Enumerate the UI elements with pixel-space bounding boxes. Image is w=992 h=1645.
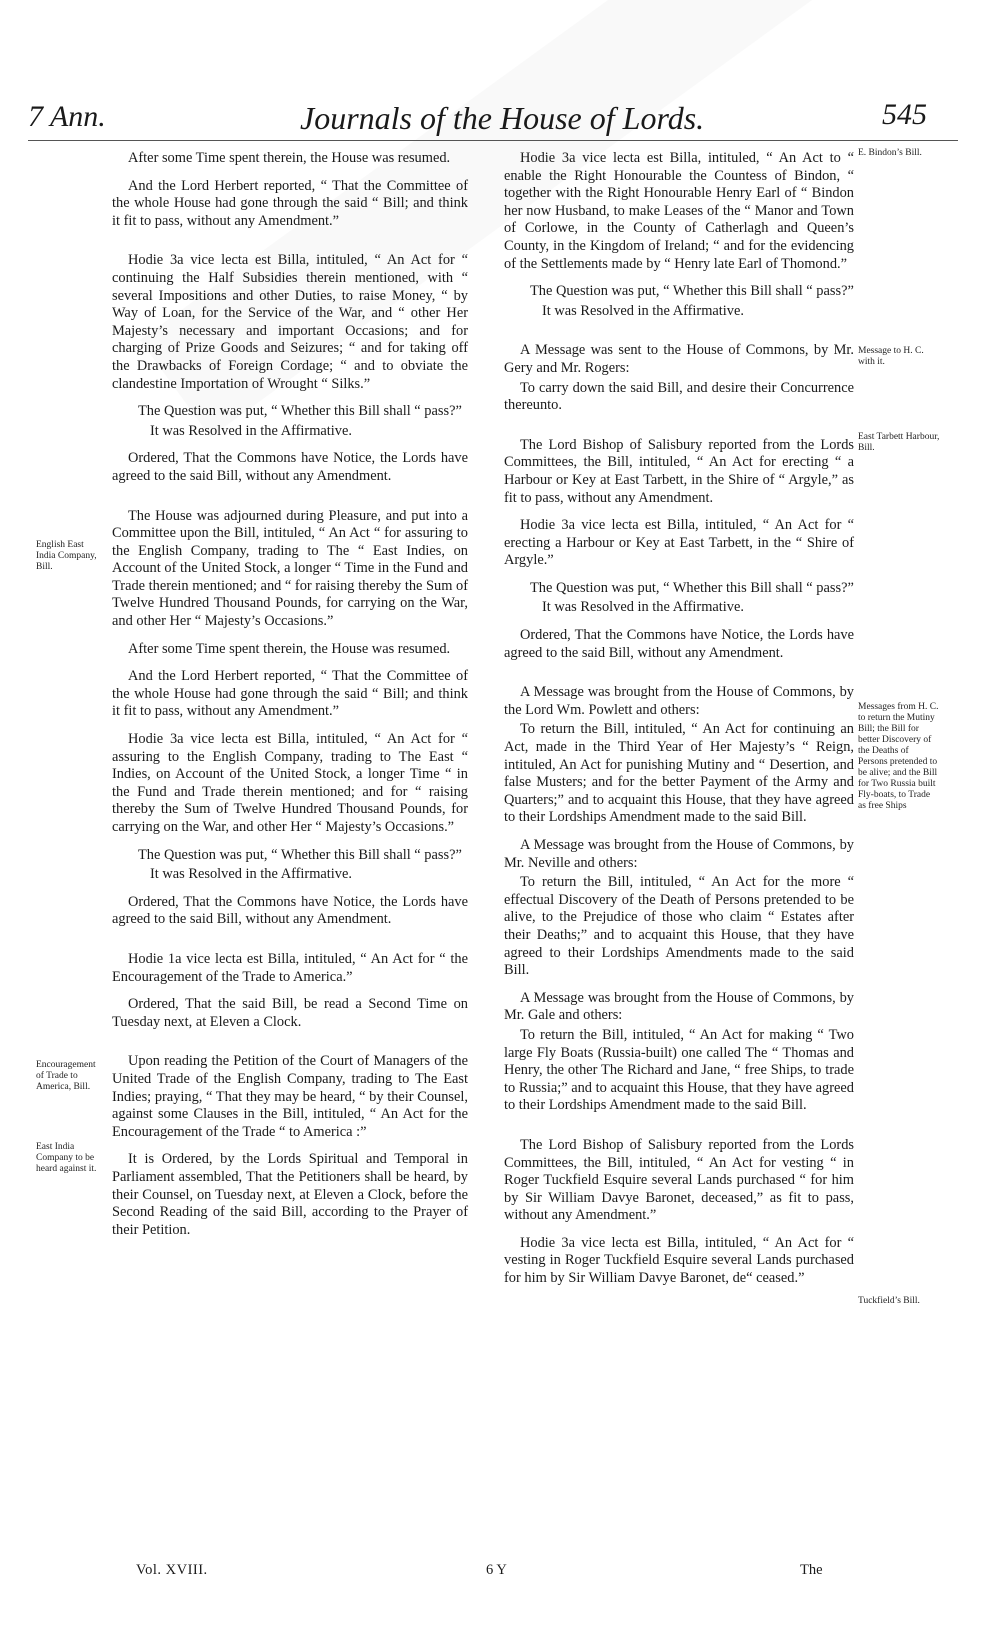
side-note: Message to H. C. with it.	[858, 346, 924, 367]
regnal-year: 7 Ann.	[28, 100, 106, 133]
entry: To return the Bill, intituled, “ An Act for making “ Two large Fly Boats (Russia-built) one called The “ Thomas and Henry, the other The Richard and Jane, “ free Ships, to trade to Russia;” and to acquaint this House, that they have agreed to their Lordships Amendment made to the said Bill.	[504, 1026, 854, 1114]
catchword: The	[800, 1562, 823, 1578]
entry: After some Time spent therein, the House was resumed.	[128, 150, 451, 166]
message: A Message was brought from the House of Commons, by the Lord Wm. Powlett and others:	[504, 684, 854, 718]
report: The Lord Bishop of Salisbury reported from the Lords Committees, the Bill, intituled, “ An Act for vesting “ in Roger Tuckfield Esquire several Lands purchased “ for him by Sir William Davye Baronet, deceased,” as fit to pass, without any Amendment.”	[504, 1136, 854, 1224]
page-number: 545	[882, 98, 927, 131]
resolution: It was Resolved in the Affirmative.	[542, 599, 744, 616]
order: Ordered, That the Commons have Notice, the Lords have agreed to the said Bill, without any Amendment.	[504, 627, 854, 661]
header-rule	[28, 140, 958, 141]
entry: Hodie 3a vice lecta est Billa, intituled, “ An Act for “ assuring to the English Company, trading to The East “ Indies, on Account of the United Stock, a longer Time “ in the Fund and Trade therein mentioned; and for “ raising thereby the Sum of Twelve Hundred Thousand Pounds, for carrying on the War, and other Her “ Majesty’s Occasions.”	[112, 731, 468, 835]
volume-label: Vol. XVIII.	[136, 1562, 208, 1578]
side-note: Messages from H. C. to return the Mutiny Bill; the Bill for better Discovery of the Deaths of Persons pretended to be alive; and the Bill for Two Russia built Fly-boats, to Trade as free Ships	[858, 702, 939, 811]
resolution: It was Resolved in the Affirmative.	[150, 866, 352, 883]
entry: To return the Bill, intituled, “ An Act for continuing an Act, made in the Third Year of Her Majesty’s “ Reign, intituled, An Act for punishing Mutiny and “ Desertion, and false Musters; and for the better Payment of the Army and Quarters;” and to acquaint this House, that they have agreed to their Lordships Amendment made to the said Bill.	[504, 721, 854, 826]
resolution: It was Resolved in the Affirmative.	[150, 422, 352, 439]
entry: To carry down the said Bill, and desire their Concurrence thereunto.	[504, 379, 854, 414]
entry: Hodie 3a vice lecta est Billa, intituled, “ An Act to “ enable the Right Honourable the Countess of Bindon, “ together with the Right Honourable Henry Earl of “ Bindon her now Husband, to make Leases of the “ Manor and Town of Corlowe, in the County of Catherlagh and Queen’s County, in the Kingdom of Ireland; “ and for the evidencing of the Settlements made by “ Henry late Earl of Thomond.”	[504, 150, 854, 272]
side-note: Encouragement of Trade to America, Bill.	[36, 1060, 96, 1092]
entry: After some Time spent therein, the House was resumed.	[128, 640, 451, 657]
question: The Question was put, “ Whether this Bill shall “ pass?”	[530, 283, 854, 300]
message: A Message was brought from the House of Commons, by Mr. Neville and others:	[504, 837, 854, 871]
entry: The House was adjourned during Pleasure, and put into a Committee upon the Bill, intituled, “ An Act “ for assuring to the English Company, trading to The “ East Indies, on Account of the United Stock, a longer “ Time in the Fund and Trade therein mentioned; and “ for raising thereby the Sum of Twelve Hundred Thousand Pounds, for carrying on the War, and other Her “ Majesty’s Occasions.”	[112, 507, 468, 630]
running-title: Journals of the House of Lords.	[300, 100, 705, 136]
entry: And the Lord Herbert reported, “ That the Committee of the whole House had gone through the said “ Bill; and think it fit to pass, without any Amendment.”	[112, 177, 468, 229]
side-note: East India Company to be heard against it.	[36, 1142, 97, 1174]
entry: Upon reading the Petition of the Court of Managers of the United Trade of the English Company, trading to The East Indies; praying, “ That they may be heard, “ by their Counsel, against some Clauses in the Bill, intituled, “ An Act for the Encouragement of the Trade “ to America :”	[112, 1053, 468, 1140]
side-note: English East India Company, Bill.	[36, 540, 97, 572]
order: Ordered, That the said Bill, be read a Second Time on Tuesday next, at Eleven a Clock.	[112, 996, 468, 1030]
order: Ordered, That the Commons have Notice, the Lords have agreed to the said Bill, without any Amendment.	[112, 450, 468, 484]
side-note: East Tarbett Harbour, Bill.	[858, 432, 940, 453]
side-note: E. Bindon’s Bill.	[858, 148, 922, 158]
entry: To return the Bill, intituled, “ An Act for the more “ effectual Discovery of the Death of Persons pretended to be alive, to the Prejudice of those who claim “ Estates after their Deaths;” and to acquaint this House, that they have agreed to their Lordships Amendments made to the said Bill.	[504, 874, 854, 979]
left-column	[112, 150, 468, 1249]
entry: Hodie 3a vice lecta est Billa, intituled, “ An Act for “ continuing the Half Subsidies therein mentioned, with “ several Impositions and other Duties, to raise Money, “ by Way of Loan, for the Service of the War, and “ other Her Majesty’s necessary and important Occasions; and for charging of Prize Goods and Seizures; “ and for taking off the Drawbacks of Foreign Cordage; “ and to obviate the clandestine Importation of Wrought “ Silks.”	[112, 252, 468, 392]
report: The Lord Bishop of Salisbury reported from the Lords Committees, the Bill, intituled, “ An Act for erecting “ a Harbour or Key at East Tarbett, in the Shire of “ Argyle,” as fit to pass, without any Amendment.	[504, 436, 854, 506]
order: It is Ordered, by the Lords Spiritual and Temporal in Parliament assembled, That the Petitioners shall be heard, by their Counsel, on Tuesday next, at Eleven a Clock, before the Second Reading of the said Bill, according to the Prayer of their Petition.	[112, 1151, 468, 1238]
entry: Hodie 1a vice lecta est Billa, intituled, “ An Act for “ the Encouragement of the Trade to America.”	[112, 950, 468, 985]
message: A Message was sent to the House of Commons, by Mr. Gery and Mr. Rogers:	[504, 342, 854, 376]
message: A Message was brought from the House of Commons, by Mr. Gale and others:	[504, 989, 854, 1024]
signature-mark: 6 Y	[486, 1562, 507, 1578]
question: The Question was put, “ Whether this Bill shall “ pass?”	[138, 403, 462, 420]
side-note: Tuckfield’s Bill.	[858, 1296, 920, 1306]
question: The Question was put, “ Whether this Bill shall “ pass?”	[138, 846, 462, 863]
order: Ordered, That the Commons have Notice, the Lords have agreed to the said Bill, without any Amendment.	[112, 893, 468, 928]
right-column	[504, 150, 854, 1298]
resolution: It was Resolved in the Affirmative.	[542, 302, 744, 319]
entry: Hodie 3a vice lecta est Billa, intituled, “ An Act for “ erecting a Harbour or Key at East Tarbett, in the “ Shire of Argyle.”	[504, 517, 854, 569]
entry: And the Lord Herbert reported, “ That the Committee of the whole House had gone through the said “ Bill; and think it fit to pass, without any Amendment.”	[112, 668, 468, 720]
question: The Question was put, “ Whether this Bill shall “ pass?”	[530, 579, 854, 596]
entry: Hodie 3a vice lecta est Billa, intituled, “ An Act for “ vesting in Roger Tuckfield Esquire several Lands purchased for him by Sir William Davye Baronet, de“ ceased.”	[504, 1234, 854, 1287]
